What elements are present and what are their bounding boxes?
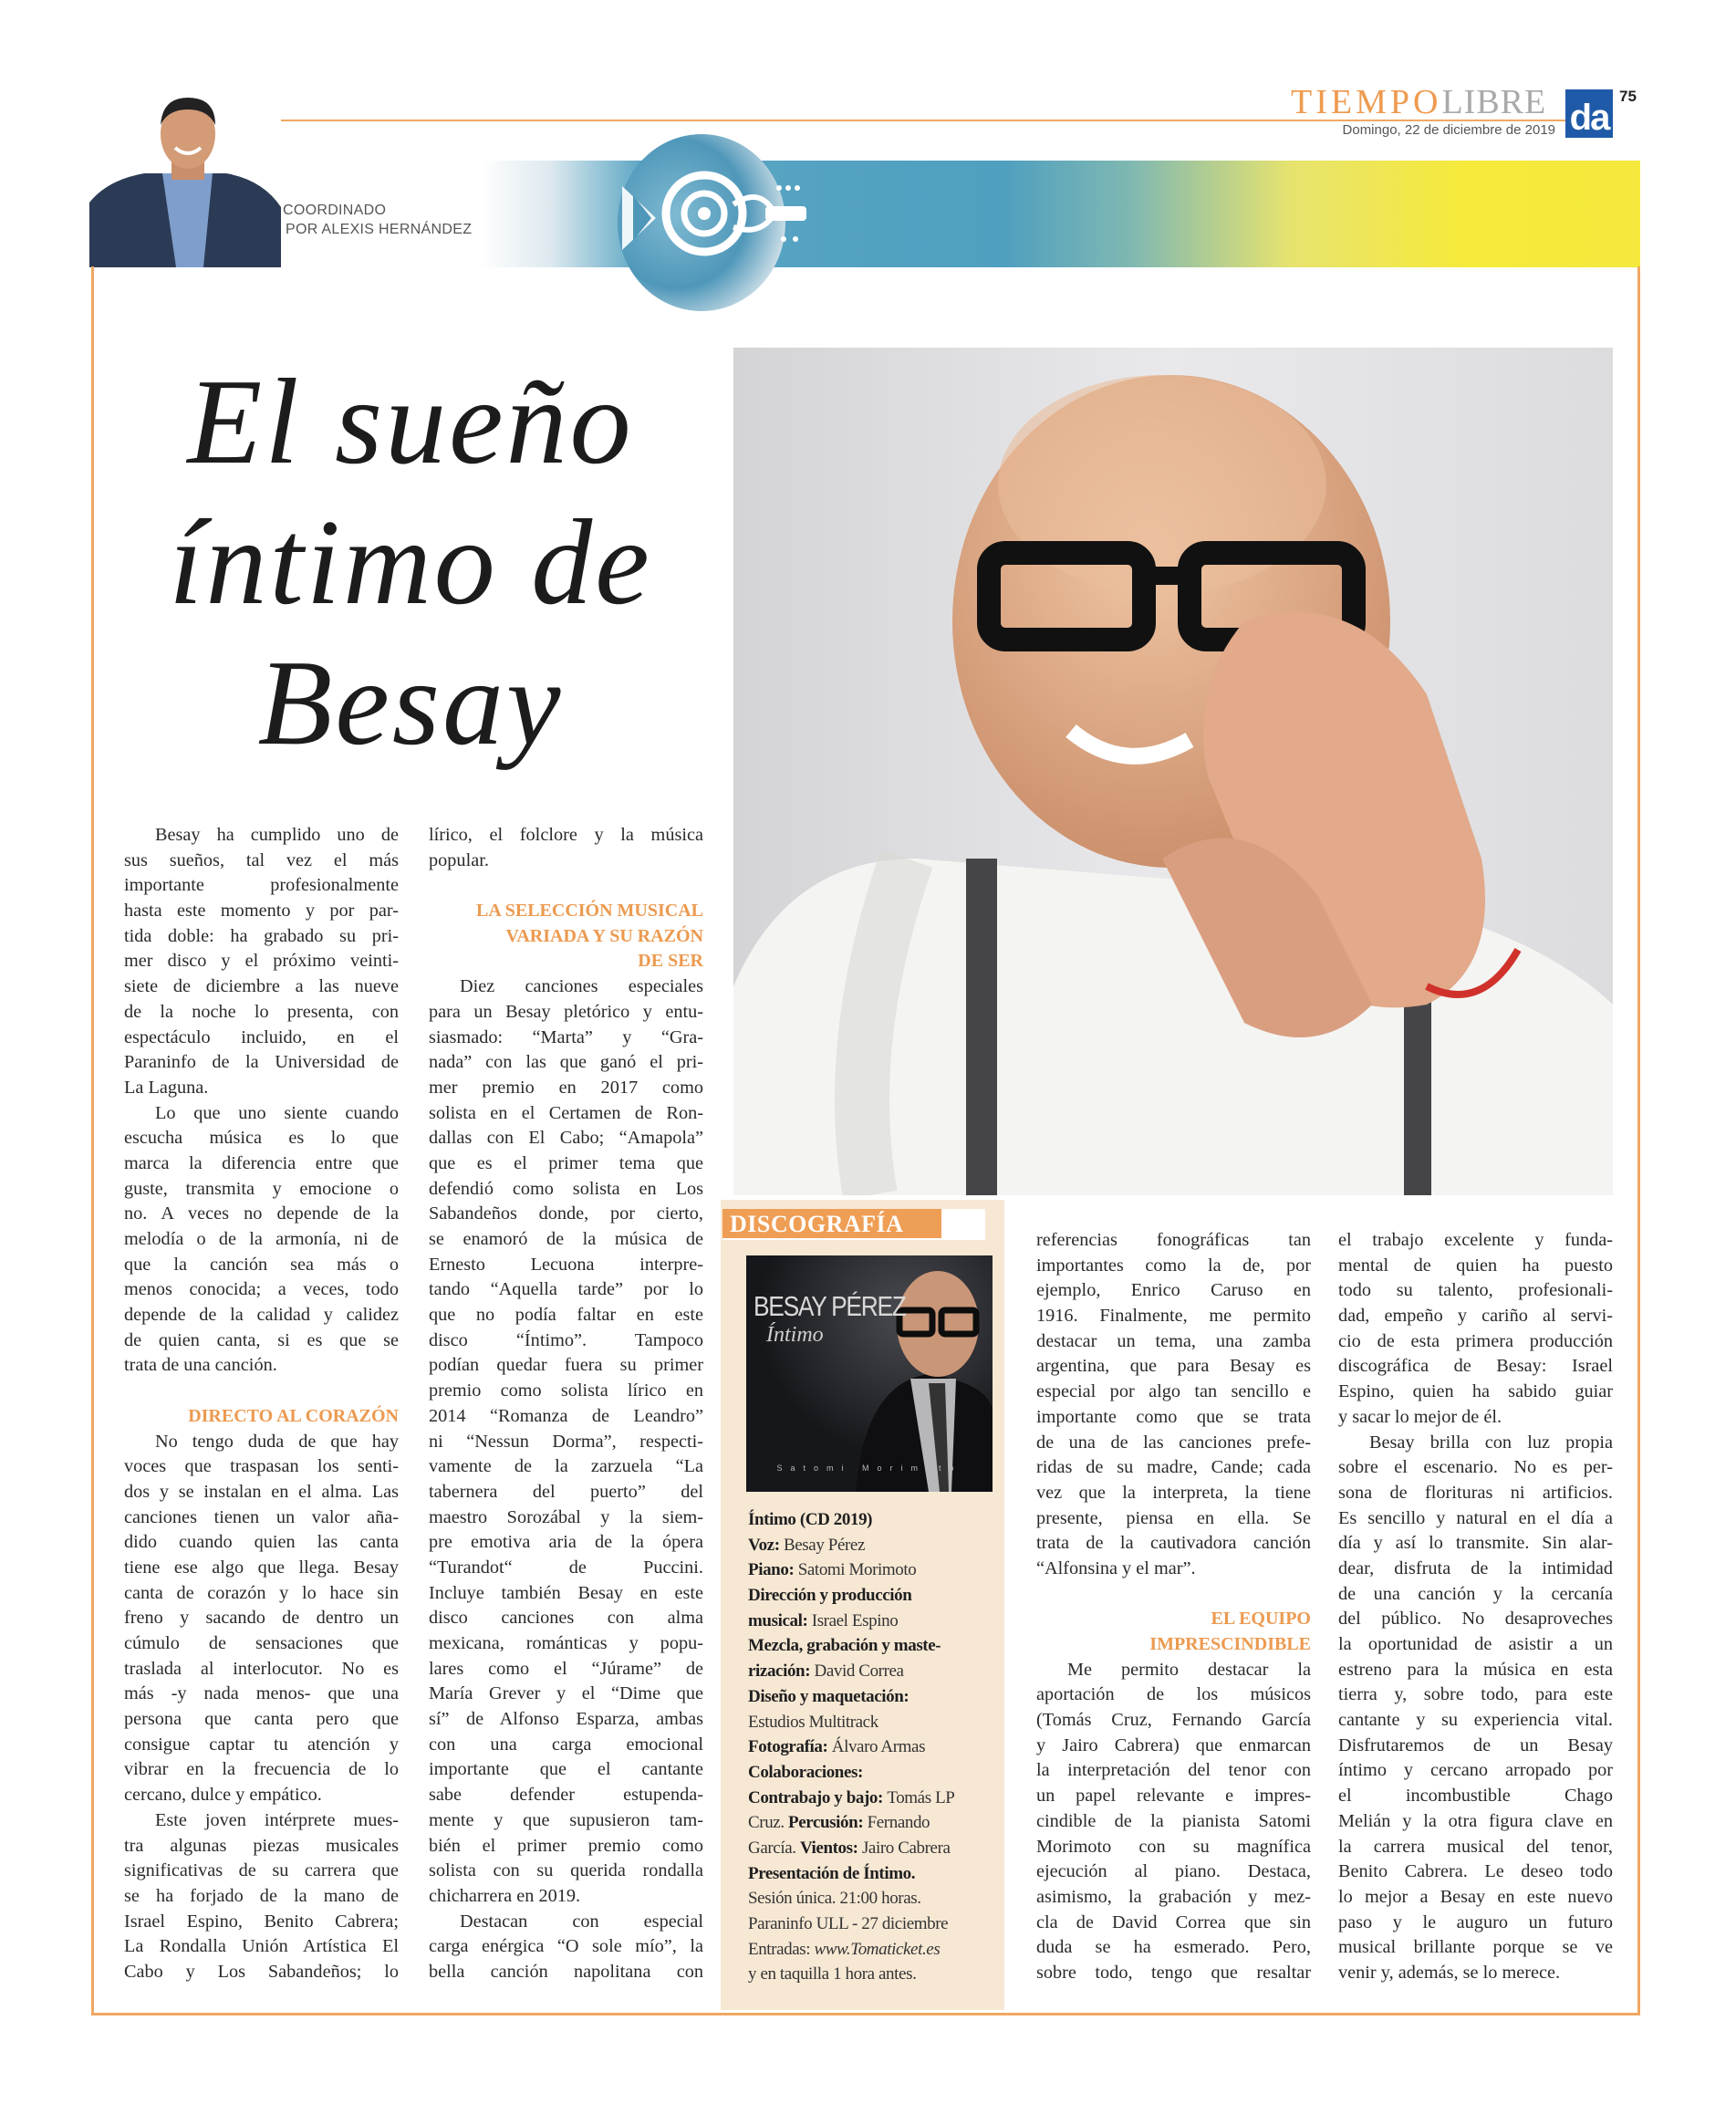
paragraph-line: importantes como la de, por xyxy=(1036,1255,1311,1276)
paragraph-line: solista con su querida rondalla xyxy=(429,1860,703,1881)
paragraph-line: Es sencillo y natural en el día a xyxy=(1338,1507,1613,1528)
paragraph-line: con una carga emocional xyxy=(429,1734,703,1755)
paragraph-line: paso y le auguro un futuro xyxy=(1338,1911,1613,1932)
credit-value: Paraninfo ULL - 27 diciembre xyxy=(748,1914,949,1933)
paragraph-line: lo mejor a Besay en este nuevo xyxy=(1338,1886,1613,1907)
credit-line xyxy=(748,1962,999,1987)
paragraph-line: importante como que se trata xyxy=(1036,1406,1311,1427)
paragraph-line: más -y nada menos- que una xyxy=(124,1683,399,1704)
paragraph-line: un papel relevante e impres- xyxy=(1036,1786,1311,1807)
credit-line xyxy=(748,1760,999,1786)
credit-value: Satomi Morimoto xyxy=(797,1560,917,1580)
credit-label: Íntimo (CD 2019) xyxy=(748,1510,873,1529)
article-title xyxy=(137,351,684,773)
paragraph-line: La Rondalla Unión Artística El xyxy=(124,1936,399,1957)
paragraph-line: 1916. Finalmente, me permito xyxy=(1036,1306,1311,1327)
paragraph-line: vez que la interpreta, la tiene xyxy=(1036,1482,1311,1503)
paragraph-line: vamente de la zarzuela “La xyxy=(429,1456,703,1477)
credit-label: Contrabajo y bajo: xyxy=(748,1787,888,1807)
credit-line xyxy=(748,1684,999,1710)
credit-label: Voz: xyxy=(748,1535,784,1555)
paragraph-line: Este joven intérprete mues- xyxy=(155,1809,399,1830)
credit-line xyxy=(748,1633,999,1659)
paragraph-line: sabe defender estupenda- xyxy=(429,1785,703,1806)
credit-line xyxy=(748,1810,999,1836)
paragraph-line: para un Besay pletórico y entu- xyxy=(429,1001,703,1022)
paragraph-line: musical brillante porque se ve xyxy=(1338,1937,1613,1958)
paragraph-line: canciones tienen un valor aña- xyxy=(124,1506,399,1527)
credit-line xyxy=(748,1937,999,1963)
credit-value: Estudios Multitrack xyxy=(748,1712,878,1732)
paragraph-line: Lo que uno siente cuando xyxy=(155,1102,399,1123)
paragraph-line: tiene ese algo que llega. Besay xyxy=(124,1557,399,1578)
coordinator-credit xyxy=(283,201,472,239)
paragraph-line: mer premio en 2017 como xyxy=(429,1077,703,1098)
credit-value: Álvaro Armas xyxy=(831,1737,926,1757)
paragraph-line: que la canción sea más o xyxy=(124,1254,399,1275)
paragraph-line: especial por algo tan sencillo e xyxy=(1036,1381,1311,1402)
paragraph-line: argentina, que para Besay es xyxy=(1036,1356,1311,1377)
credit-label: Percusión: xyxy=(788,1813,868,1833)
paragraph-line: pre emotiva aria de la ópera xyxy=(429,1532,703,1553)
paragraph-line: tando “Aquella tarde” por lo xyxy=(429,1279,703,1300)
credit-line xyxy=(748,1533,999,1558)
coordinator-line2: POR ALEXIS HERNÁNDEZ xyxy=(286,222,473,237)
section-name-tiempo: TIEMPO xyxy=(1291,83,1442,121)
paragraph-line: aportación de los músicos xyxy=(1036,1684,1311,1705)
paragraph-line: trata de la cautivadora canción xyxy=(1036,1533,1311,1554)
paragraph-line: día y así lo transmite. Sin alar- xyxy=(1338,1533,1613,1554)
paragraph-line: Melián y la otra figura clave en xyxy=(1338,1810,1613,1831)
section-heading: DIRECTO AL CORAZÓN xyxy=(188,1405,399,1426)
paragraph-line: íntimo y cercano arropado por xyxy=(1338,1760,1613,1781)
paragraph-line: defendió como solista en Los xyxy=(429,1178,703,1199)
paragraph-line: no. A veces no depende de la xyxy=(124,1203,399,1224)
paragraph-line: y Jairo Cabrera) que enmarcan xyxy=(1036,1734,1311,1755)
paragraph-line: ejecución al piano. Destaca, xyxy=(1036,1861,1311,1882)
paragraph-line: la interpretación del tenor con xyxy=(1036,1760,1311,1781)
paragraph-line: de quien canta, si es que se xyxy=(124,1329,399,1350)
credit-label: Diseño y maquetación: xyxy=(748,1686,910,1706)
paragraph-line: dad, empeño y cariño al servi- xyxy=(1338,1306,1613,1327)
main-photo xyxy=(733,348,1613,1195)
discography-credits xyxy=(748,1507,999,1987)
credit-line xyxy=(748,1886,999,1911)
album-cover xyxy=(746,1255,993,1492)
credit-label: musical: xyxy=(748,1610,812,1630)
credit-line xyxy=(748,1836,999,1861)
paragraph-line: cindible de la pianista Satomi xyxy=(1036,1810,1311,1831)
paragraph-line: mexicana, románticas y popu- xyxy=(429,1633,703,1653)
paragraph-line: persona que canta pero que xyxy=(124,1709,399,1730)
paragraph-line: duda se ha esmerado. Pero, xyxy=(1036,1937,1311,1958)
section-name-libre: LIBRE xyxy=(1441,83,1547,121)
paragraph-line: destacar un tema, una zamba xyxy=(1036,1330,1311,1351)
credit-label: Piano: xyxy=(748,1560,798,1580)
paragraph-line: asimismo, la grabación y mez- xyxy=(1036,1886,1311,1907)
paragraph-line: disco canciones con alma xyxy=(429,1608,703,1629)
paragraph-line: menos conocida; a veces, todo xyxy=(124,1279,399,1300)
coordinator-line1: COORDINADO xyxy=(283,203,387,218)
paragraph-line: No tengo duda de que hay xyxy=(155,1431,399,1452)
newspaper-logo[interactable]: da xyxy=(1565,89,1613,138)
ticket-link[interactable]: www.Tomaticket.es xyxy=(814,1939,941,1959)
paragraph-line: Diez canciones especiales xyxy=(460,976,703,997)
section-heading: VARIADA Y SU RAZÓN xyxy=(505,925,703,946)
paragraph-line: mente y que supusieron tam- xyxy=(429,1809,703,1830)
paragraph-line: dear, disfruta de la intimidad xyxy=(1338,1557,1613,1578)
paragraph-line: tabernera del puerto” del xyxy=(429,1481,703,1502)
credit-label: Presentación de Íntimo. xyxy=(748,1863,916,1883)
paragraph-line: se ha forjado de la mano de xyxy=(124,1885,399,1906)
paragraph-line: traslada al interlocutor. No es xyxy=(124,1658,399,1679)
paragraph-line: dos y se instalan en el alma. Las xyxy=(124,1481,399,1502)
paragraph-line: sus sueños, tal vez el más xyxy=(124,849,399,870)
credit-value: Besay Pérez xyxy=(784,1535,865,1555)
credit-label: Mezcla, grabación y maste- xyxy=(748,1636,941,1656)
paragraph-line: bién el primer premio como xyxy=(429,1835,703,1856)
paragraph-line: se enamoró de la música de xyxy=(429,1229,703,1249)
credit-value: Fernando xyxy=(867,1813,930,1833)
paragraph-line: de una canción y la cercanía xyxy=(1338,1583,1613,1604)
credit-value: Entradas: xyxy=(748,1939,815,1959)
paragraph-line: guste, transmita y emocione o xyxy=(124,1178,399,1199)
title-line: Besay xyxy=(257,635,564,770)
credit-value: Jairo Cabrera xyxy=(861,1838,951,1858)
paragraph-line: Incluye también Besay en este xyxy=(429,1582,703,1603)
paragraph-line: lírico, el folclore y la música xyxy=(429,825,703,845)
paragraph-line: María Grever y el “Dime que xyxy=(429,1683,703,1704)
paragraph-line: 2014 “Romanza de Leandro” xyxy=(429,1405,703,1426)
paragraph-line: ni “Nessun Dorma”, respecti- xyxy=(429,1431,703,1452)
paragraph-line: importante que el cantante xyxy=(429,1759,703,1780)
paragraph-line: estreno para la música en esta xyxy=(1338,1659,1613,1680)
paragraph-line: que no podía faltar en este xyxy=(429,1305,703,1326)
section-heading: IMPRESCINDIBLE xyxy=(1149,1634,1311,1654)
paragraph-line: consigue captar tu atención y xyxy=(124,1734,399,1755)
paragraph-line: vibrar en la frecuencia de lo xyxy=(124,1759,399,1780)
credit-line xyxy=(748,1710,999,1735)
paragraph-line: la oportunidad de asistir a un xyxy=(1338,1634,1613,1654)
paragraph-line: referencias fonográficas tan xyxy=(1036,1230,1311,1250)
credit-label: Dirección y producción xyxy=(748,1586,912,1606)
paragraph-line: Israel Espino, Benito Cabrera; xyxy=(124,1911,399,1932)
paragraph-line: Disfrutaremos de un Besay xyxy=(1338,1734,1613,1755)
credit-line xyxy=(748,1734,999,1760)
album-credit: Satomi Morimoto xyxy=(776,1463,962,1473)
paragraph-line: dido cuando quien las canta xyxy=(124,1532,399,1553)
paragraph-line: Ernesto Lecuona interpre- xyxy=(429,1254,703,1275)
section-heading: EL EQUIPO xyxy=(1211,1609,1311,1630)
paragraph-line: hasta este momento y por par- xyxy=(124,901,399,922)
credit-value: Tomás LP xyxy=(887,1787,955,1807)
paragraph-line: lares como el “Júrame” de xyxy=(429,1658,703,1679)
credit-value: Cruz. xyxy=(748,1813,789,1833)
discography-heading: DISCOGRAFÍA xyxy=(722,1209,941,1238)
paragraph-line: significativas de su carrera que xyxy=(124,1860,399,1881)
paragraph-line: tida doble: ha grabado su pri- xyxy=(124,925,399,946)
credit-line xyxy=(748,1911,999,1937)
page-number: 75 xyxy=(1619,88,1637,105)
paragraph-line: solista en el Certamen de Ron- xyxy=(429,1102,703,1123)
paragraph-line: voces que traspasan los senti- xyxy=(124,1456,399,1477)
paragraph-line: ridas de su madre, Cande; cada xyxy=(1036,1457,1311,1478)
credit-label: Vientos: xyxy=(799,1838,862,1858)
paragraph-line: venir y, además, se lo merece. xyxy=(1338,1962,1561,1983)
credit-label: Colaboraciones: xyxy=(748,1762,863,1782)
paragraph-line: Sabandeños donde, por cierto, xyxy=(429,1203,703,1224)
paragraph-line: “Turandot“ de Puccini. xyxy=(429,1557,703,1578)
paragraph-line: mental de quien ha puesto xyxy=(1338,1255,1613,1276)
paragraph-line: de una de las canciones prefe- xyxy=(1036,1432,1311,1453)
paragraph-line: Destacan con especial xyxy=(460,1911,703,1932)
credit-line xyxy=(748,1786,999,1811)
paragraph-line: espectáculo incluido, en el xyxy=(124,1026,399,1047)
credit-line xyxy=(748,1583,999,1609)
paragraph-line: sobre el escenario. No es per- xyxy=(1338,1457,1613,1478)
paragraph-line: la carrera musical del tenor, xyxy=(1338,1836,1613,1857)
paragraph-line: chicharrera en 2019. xyxy=(429,1885,581,1906)
paragraph-line: Benito Cabrera. Le deseo todo xyxy=(1338,1861,1613,1882)
article-column-3 xyxy=(1036,1228,1311,1986)
paragraph-line: Cabo y Los Sabandeños; lo xyxy=(124,1961,399,1982)
paragraph-line: trata de una canción. xyxy=(124,1355,277,1376)
paragraph-line: siasmado: “Marta” y “Gra- xyxy=(429,1026,703,1047)
title-line: íntimo de xyxy=(169,495,652,630)
paragraph-line: depende de la calidad y calidez xyxy=(124,1305,399,1326)
paragraph-line: marca la diferencia entre que xyxy=(124,1152,399,1173)
paragraph-line: Morimoto con su magnífica xyxy=(1036,1836,1311,1857)
paragraph-line: melodía o de la armonía, ni de xyxy=(124,1229,399,1249)
title-line: El sueño xyxy=(187,354,634,489)
paragraph-line: el trabajo excelente y funda- xyxy=(1338,1230,1613,1250)
paragraph-line: que es el primer tema que xyxy=(429,1152,703,1173)
discography-box xyxy=(721,1200,1004,2010)
credit-value: y en taquilla 1 hora antes. xyxy=(748,1964,917,1984)
paragraph-line: disco “Íntimo”. Tampoco xyxy=(429,1329,703,1350)
paragraph-line: La Laguna. xyxy=(124,1077,209,1098)
paragraph-line: bella canción napolitana con xyxy=(429,1961,703,1982)
section-name xyxy=(1291,84,1546,120)
credit-line xyxy=(748,1557,999,1583)
paragraph-line: dallas con El Cabo; “Amapola” xyxy=(429,1128,703,1149)
paragraph-line: tierra y, sobre todo, para este xyxy=(1338,1684,1613,1705)
album-title: Íntimo xyxy=(766,1323,824,1347)
section-heading: LA SELECCIÓN MUSICAL xyxy=(476,901,703,922)
paragraph-line: Me permito destacar la xyxy=(1067,1659,1311,1680)
paragraph-line: importante profesionalmente xyxy=(124,875,399,896)
paragraph-line: y sacar lo mejor de él. xyxy=(1338,1406,1502,1427)
paragraph-line: cercano, dulce y empático. xyxy=(124,1785,322,1806)
credit-line xyxy=(748,1861,999,1887)
paragraph-line: todo su talento, profesionali- xyxy=(1338,1280,1613,1301)
paragraph-line: nada” con las que ganó el pri- xyxy=(429,1052,703,1073)
paragraph-line: Espino, quien ha sabido guiar xyxy=(1338,1381,1613,1402)
credit-value: Israel Espino xyxy=(811,1610,899,1630)
paragraph-line: sobre todo, tengo que resaltar xyxy=(1036,1962,1311,1983)
credit-line xyxy=(748,1609,999,1634)
credit-value: García. xyxy=(748,1838,800,1858)
credit-value: David Correa xyxy=(814,1661,904,1682)
paragraph-line: Besay ha cumplido uno de xyxy=(155,825,399,845)
section-heading: DE SER xyxy=(638,951,703,972)
credit-value: Sesión única. 21:00 horas. xyxy=(748,1889,921,1909)
paragraph-line: maestro Sorozábal y la siem- xyxy=(429,1506,703,1527)
article-column-1 xyxy=(124,823,399,1985)
paragraph-line: premio como solista lírico en xyxy=(429,1380,703,1401)
paragraph-line: sona de florituras ni artificios. xyxy=(1338,1482,1613,1503)
paragraph-line: sí” de Alfonso Esparza, ambas xyxy=(429,1709,703,1730)
album-artist: BESAY PÉREZ xyxy=(754,1290,906,1322)
coordinator-photo xyxy=(89,93,281,267)
paragraph-line: freno y sacando de dentro un xyxy=(124,1608,399,1629)
article-column-2 xyxy=(429,823,703,1985)
paragraph-line: “Alfonsina y el mar”. xyxy=(1036,1557,1196,1578)
paragraph-line: Besay brilla con luz propia xyxy=(1369,1432,1613,1453)
paragraph-line: discográfica de Besay: Israel xyxy=(1338,1356,1613,1377)
credit-label: Fotografía: xyxy=(748,1737,832,1757)
paragraph-line: cúmulo de sensaciones que xyxy=(124,1633,399,1653)
credit-line xyxy=(748,1659,999,1684)
paragraph-line: del público. No desaproveches xyxy=(1338,1609,1613,1630)
paragraph-line: ejemplo, Enrico Caruso en xyxy=(1036,1280,1311,1301)
paragraph-line: cla de David Correa que sin xyxy=(1036,1911,1311,1932)
paragraph-line: popular. xyxy=(429,849,489,870)
paragraph-line: cantante y su experiencia vital. xyxy=(1338,1710,1613,1731)
paragraph-line: escucha música es lo que xyxy=(124,1128,399,1149)
paragraph-line: presente, piensa en ella. Se xyxy=(1036,1507,1311,1528)
credit-line xyxy=(748,1507,999,1533)
paragraph-line: podían quedar fuera su primer xyxy=(429,1355,703,1376)
paragraph-line: mer disco y el próximo veinti- xyxy=(124,951,399,972)
paragraph-line: de la noche lo presenta, con xyxy=(124,1001,399,1022)
article-column-4 xyxy=(1338,1228,1613,1986)
paragraph-line: el incombustible Chago xyxy=(1338,1786,1613,1807)
paragraph-line: cio de esta primera producción xyxy=(1338,1330,1613,1351)
paragraph-line: canta de corazón y lo hace sin xyxy=(124,1582,399,1603)
paragraph-line: siete de diciembre a las nueve xyxy=(124,976,399,997)
issue-date: Domingo, 22 de diciembre de 2019 xyxy=(1342,122,1555,138)
paragraph-line: carga enérgica “O sole mío”, la xyxy=(429,1936,703,1957)
credit-label: rización: xyxy=(748,1661,815,1682)
paragraph-line: tra algunas piezas musicales xyxy=(124,1835,399,1856)
paragraph-line: Paraninfo de la Universidad de xyxy=(124,1052,399,1073)
paragraph-line: (Tomás Cruz, Fernando García xyxy=(1036,1710,1311,1731)
